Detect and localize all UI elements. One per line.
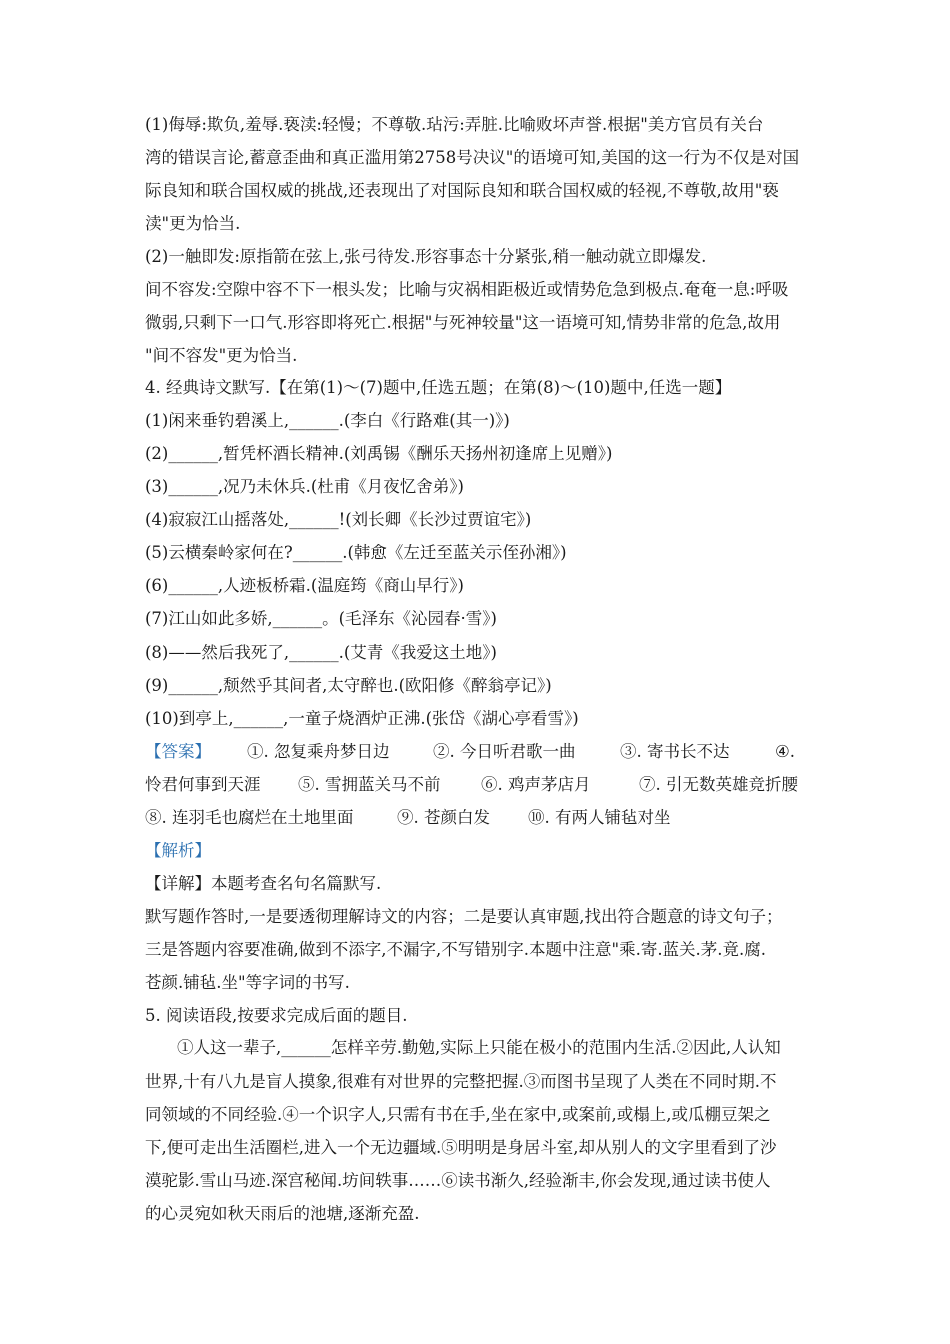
analysis-line: 渎"更为恰当. bbox=[145, 214, 241, 233]
poem-item: (7)江山如此多娇,______。(毛泽东《沁园春·雪》) bbox=[145, 609, 497, 628]
answer-item: ⑨. 苍颜白发 bbox=[397, 808, 490, 827]
explain-line: 三是答题内容要准确,做到不添字,不漏字,不写错别字.本题中注意"乘.寄.蓝关.茅.竟.腐. bbox=[145, 940, 767, 959]
poem-item: (4)寂寂江山摇落处,______!(刘长卿《长沙过贾谊宅》) bbox=[145, 510, 532, 529]
answer-item: ①. 忽复乘舟梦日边 bbox=[247, 742, 390, 761]
poem-item: (5)云横秦岭家何在?______.(韩愈《左迁至蓝关示侄孙湘》) bbox=[145, 543, 567, 562]
detail-label: 【详解】 bbox=[145, 874, 211, 893]
answer-row-2 bbox=[145, 774, 815, 796]
poem-item: (2)______,暂凭杯酒长精神.(刘禹锡《酬乐天扬州初逢席上见赠》) bbox=[145, 444, 613, 463]
answer-item: 怜君何事到天涯 bbox=[145, 775, 261, 794]
poem-item: (1)闲来垂钓碧溪上,______.(李白《行路难(其一)》) bbox=[145, 411, 510, 430]
answer-item: ③. 寄书长不达 bbox=[620, 742, 730, 761]
answer-item: ④. bbox=[775, 742, 796, 761]
analysis-line: 微弱,只剩下一口气.形容即将死亡.根据"与死神较量"这一语境可知,情势非常的危急,故用 bbox=[145, 313, 781, 332]
passage-line: ①人这一辈子,______怎样辛劳.勤勉,实际上只能在极小的范围内生活.②因此,人认知 bbox=[177, 1038, 781, 1057]
passage-line: 漠驼影.雪山马迹.深宫秘闻.坊间轶事……⑥读书渐久,经验渐丰,你会发现,通过读书使人 bbox=[145, 1171, 771, 1190]
analysis-line: 际良知和联合国权威的挑战,还表现出了对国际良知和联合国权威的轻视,不尊敬,故用"亵 bbox=[145, 181, 779, 200]
question-5-title: 5. 阅读语段,按要求完成后面的题目. bbox=[145, 1006, 408, 1025]
analysis-line: 间不容发:空隙中容不下一根头发；比喻与灾祸相距极近或情势危急到极点.奄奄一息:呼吸 bbox=[145, 280, 789, 299]
answer-row-3 bbox=[145, 807, 815, 829]
poem-item: (3)______,况乃未休兵.(杜甫《月夜忆舍弟》) bbox=[145, 477, 464, 496]
answer-item: ②. 今日听君歌一曲 bbox=[433, 742, 576, 761]
analysis-line: (1)侮辱:欺负,羞辱.亵渎:轻慢；不尊敬.玷污:弄脏.比喻败坏声誉.根据"美方官员有关台 bbox=[145, 115, 764, 134]
passage-line: 世界,十有八九是盲人摸象,很难有对世界的完整把握.③而图书呈现了人类在不同时期.不 bbox=[145, 1072, 777, 1091]
analysis-label: 【解析】 bbox=[145, 841, 211, 860]
analysis-line: (2)一触即发:原指箭在弦上,张弓待发.形容事态十分紧张,稍一触动就立即爆发. bbox=[145, 247, 707, 266]
explain-line: 苍颜.铺毡.坐"等字词的书写. bbox=[145, 973, 350, 992]
detail-text: 本题考查名句名篇默写. bbox=[211, 874, 382, 893]
answer-row-1 bbox=[145, 741, 815, 763]
answer-item: ⑩. 有两人铺毡对坐 bbox=[528, 808, 671, 827]
analysis-line: 湾的错误言论,蓄意歪曲和真正滥用第2758号决议"的语境可知,美国的这一行为不仅是对国 bbox=[145, 148, 800, 167]
detail-line bbox=[145, 873, 815, 895]
passage-line: 同领域的不同经验.④一个识字人,只需有书在手,坐在家中,或案前,或榻上,或瓜棚豆架之 bbox=[145, 1105, 771, 1124]
poem-item: (10)到亭上,______,一童子烧酒炉正沸.(张岱《湖心亭看雪》) bbox=[145, 709, 579, 728]
passage-line: 的心灵宛如秋天雨后的池塘,逐渐充盈. bbox=[145, 1204, 420, 1223]
answer-item: ⑤. 雪拥蓝关马不前 bbox=[298, 775, 441, 794]
answer-label: 【答案】 bbox=[145, 742, 211, 761]
poem-item: (6)______,人迹板桥霜.(温庭筠《商山早行》) bbox=[145, 576, 464, 595]
poem-item: (8)——然后我死了,______.(艾青《我爱这土地》) bbox=[145, 643, 497, 662]
answer-item: ⑧. 连羽毛也腐烂在土地里面 bbox=[145, 808, 354, 827]
explain-line: 默写题作答时,一是要透彻理解诗文的内容；二是要认真审题,找出符合题意的诗文句子； bbox=[145, 907, 783, 926]
question-4-title: 4. 经典诗文默写.【在第(1)～(7)题中,任选五题；在第(8)～(10)题中,任选一题】 bbox=[145, 378, 732, 397]
answer-item: ⑥. 鸡声茅店月 bbox=[481, 775, 591, 794]
passage-line: 下,便可走出生活圈栏,进入一个无边疆域.⑤明明是身居斗室,却从别人的文字里看到了沙 bbox=[145, 1138, 777, 1157]
poem-item: (9)______,颓然乎其间者,太守醉也.(欧阳修《醉翁亭记》) bbox=[145, 676, 552, 695]
analysis-line: "间不容发"更为恰当. bbox=[145, 346, 298, 365]
answer-item: ⑦. 引无数英雄竞折腰 bbox=[639, 775, 798, 794]
